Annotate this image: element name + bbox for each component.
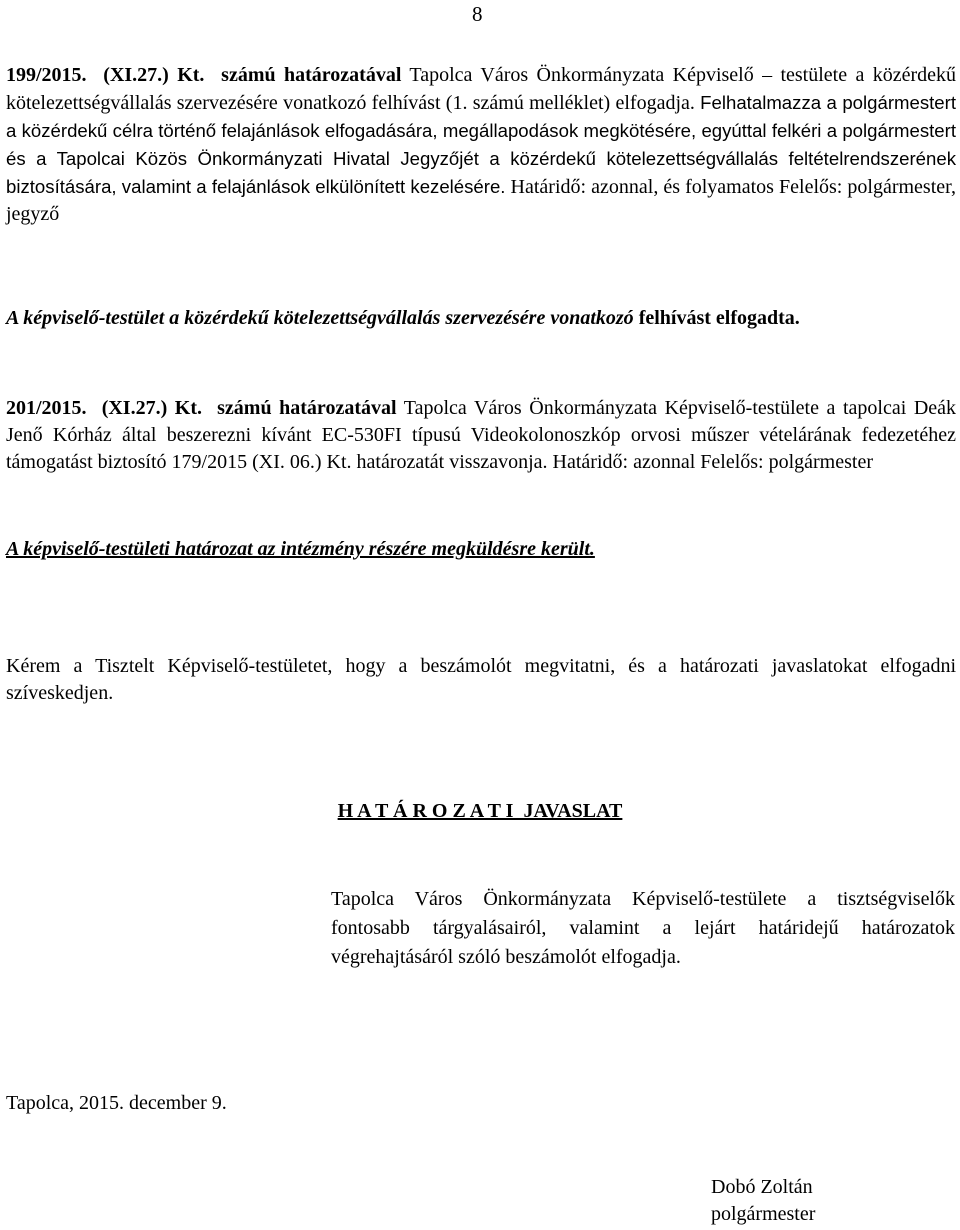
resolution-199-authorization: Felhatalmazza a polgármestert a közérdekű célra történő felajánlások elfogadására, megállapodások megkötésére, egyúttal felkéri a polgármestert és a Tapolcai Közös Önkormányzati Hivatal Jegyzőjét a közérdekű kötelezettségvállalás feltételrendszerének biztosítására, valamint a felajánlások elkülönített kezelésére. bbox=[6, 92, 956, 197]
resolution-199-deadline: Határidő: azonnal, és folyamatos Felelős: polgármester, jegyző bbox=[6, 176, 956, 225]
resolution-201-deadline: Határidő: azonnal Felelős: polgármester bbox=[552, 451, 873, 473]
resolution-201-number: 201/2015. bbox=[6, 397, 87, 419]
resolution-199-paragraph bbox=[6, 62, 956, 228]
resolution-199-date: (XI.27.) bbox=[103, 64, 169, 86]
resolution-201-phrase: számú határozatával bbox=[217, 397, 397, 419]
resolution-199-phrase: számú határozatával bbox=[221, 64, 402, 86]
resolution-201-text: Tapolca Város Önkormányzata Képviselő-testülete a tapolcai Deák Jenő Kórház által beszerezni kívánt EC-530FI típusú Videokolonoszkóp orvosi műszer vételárának fedezetéhez támogatást biztosító 179/2015 (XI. 06.) Kt. határozatát visszavonja. bbox=[6, 397, 957, 473]
resolution-199-kt: Kt. bbox=[177, 64, 205, 86]
dateline: Tapolca, 2015. december 9. bbox=[6, 1092, 227, 1114]
resolution-201-date: (XI.27.) bbox=[101, 397, 168, 419]
notice-resolution-199 bbox=[6, 305, 956, 332]
resolution-201-paragraph bbox=[6, 395, 956, 476]
signature-block bbox=[711, 1174, 815, 1228]
page-number: 8 bbox=[472, 2, 483, 26]
resolution-199-number: 199/2015. bbox=[6, 64, 87, 86]
notice-resolution-201: A képviselő-testületi határozat az intézmény részére megküldésre került. bbox=[6, 538, 595, 560]
signature-title: polgármester bbox=[711, 1203, 816, 1225]
resolution-201-kt: Kt. bbox=[174, 397, 203, 419]
notice-1-text: A képviselő-testület a közérdekű kötelezettségvállalás szervezésére vonatkozó bbox=[6, 307, 634, 329]
resolution-199-text: Tapolca Város Önkormányzata Képviselő – testülete a közérdekű kötelezettségvállalás szervezésére vonatkozó felhívást (1. számú melléklet) elfogadja. bbox=[6, 64, 956, 114]
notice-1-end: felhívást elfogadta. bbox=[638, 307, 800, 329]
signature-name: Dobó Zoltán bbox=[711, 1176, 813, 1198]
proposal-text: Tapolca Város Önkormányzata Képviselő-testülete a tisztségviselők fontosabb tárgyalásairól, valamint a lejárt határidejű határozatok végrehajtásáról szóló beszámolót elfogadja. bbox=[331, 888, 955, 968]
proposal-heading: H A T Á R O Z A T I JAVASLAT bbox=[337, 800, 623, 822]
request-paragraph: Kérem a Tisztelt Képviselő-testületet, hogy a beszámolót megvitatni, és a határozati javaslatokat elfogadni szíveskedjen. bbox=[6, 655, 956, 704]
